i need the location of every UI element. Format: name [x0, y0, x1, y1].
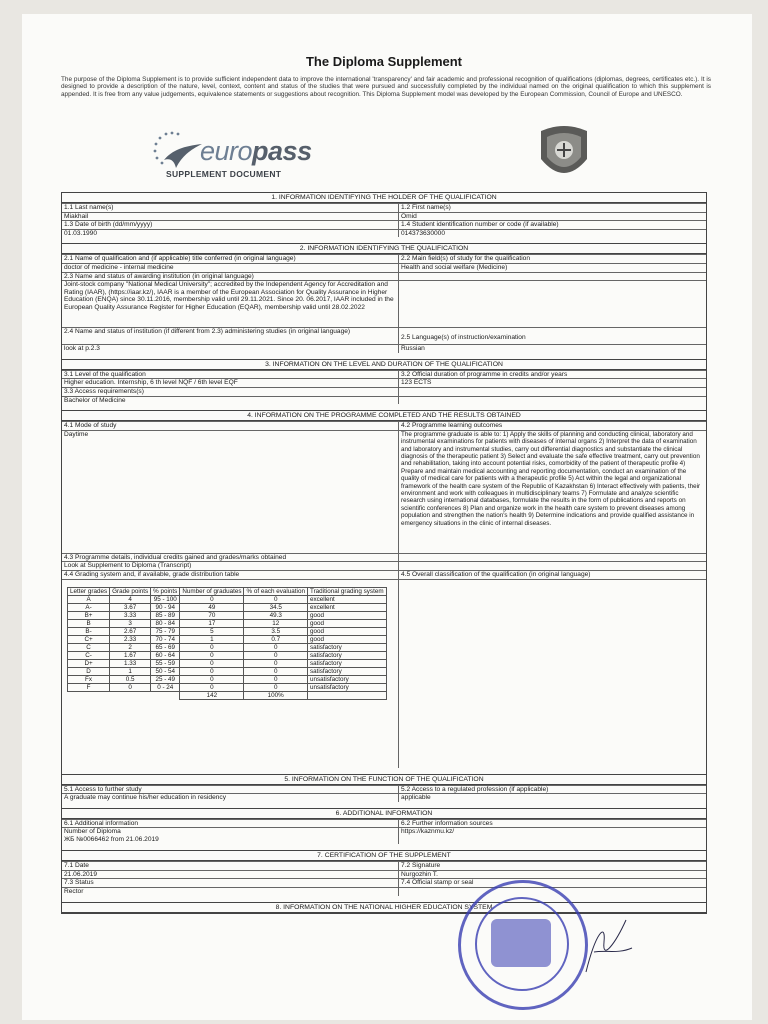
table-row [68, 675, 387, 683]
table-row [68, 603, 387, 611]
grade-table-total-cell: 142 [180, 691, 244, 699]
table-row [68, 595, 387, 603]
grade-table-cell: 0 [110, 683, 151, 691]
table-totals-row [68, 691, 387, 699]
grade-table-cell: 3.5 [244, 627, 307, 635]
grade-table-cell: B+ [68, 611, 110, 619]
section-7-heading: 7. CERTIFICATION OF THE SUPPLEMENT [62, 850, 706, 861]
grade-table-cell: satisfactory [307, 643, 386, 651]
mode-of-study-value: Daytime [62, 431, 399, 553]
grade-table-cell: 3 [110, 619, 151, 627]
supplement-document-label: SUPPLEMENT DOCUMENT [166, 169, 282, 179]
access-requirements-value: Bachelor of Medicine [62, 397, 399, 405]
further-study-label: 5.1 Access to further study [62, 786, 399, 794]
table-row [68, 635, 387, 643]
grade-table-cell: unsatisfactory [307, 675, 386, 683]
grade-table-cell: 0 [244, 683, 307, 691]
grade-table-cell: 0 [244, 595, 307, 603]
first-name-value: Omid [401, 212, 417, 220]
grade-table-cell: 95 - 100 [151, 595, 180, 603]
duration-value: 123 ECTS [401, 379, 432, 387]
grade-table-cell: A- [68, 603, 110, 611]
grade-table-total-cell [151, 691, 180, 699]
grade-table-cell: excellent [307, 595, 386, 603]
last-name-value: Miakhail [62, 213, 399, 221]
grade-table-cell: 25 - 49 [151, 675, 180, 683]
programme-details-value: Look at Supplement to Diploma (Transcript) [62, 562, 399, 570]
grade-table-header: Grade points [110, 587, 151, 595]
grade-table-cell: 0 - 24 [151, 683, 180, 691]
grade-table-cell: 5 [180, 627, 244, 635]
diploma-number-value: ЖБ №0066462 from 21.06.2019 [64, 835, 159, 843]
signature-value: Nurgozhin T. [401, 870, 438, 878]
grade-table-cell: 65 - 69 [151, 643, 180, 651]
grade-table-cell: 3.67 [110, 603, 151, 611]
learning-outcomes-value: The programme graduate is able to: 1) Apply the skills of planning and conducting clinical, laboratory and instrumental examinations for patients with diseases of internal organs 2) Interpret the data of examination and laboratory and instrumental studies, carry out differential diagnostics and substantiate the clinical diagnosis of the therapeutic patient 3) Select and evaluate the safe effective treatment, carry out prevention and rehabilitation, taking into account potential risks, comorbidity of the patient of therapeutic profile 4) Prepare and maintain medical accounting and reporting documentation, conduct an examination of the quality of medical care for patients with a therapeutic profile 5) Act within the legal and organizational framework of the health care system of the Republic of Kazakhstan 6) Interact effectively with patients, their environment and work with colleagues in multidisciplinary teams 7) Formulate and analyze scientific research using international databases, formulate the results in the form of publications and reports on scientific conferences 8) Plan and organize work in the health care system to prevent diseases among population and strengthen the nation's health 9) Determine indications and provide qualified assistance in emergency situations in the clinic of internal diseases. [401, 430, 701, 527]
grade-table-cell: F [68, 683, 110, 691]
language-value: Russian [401, 345, 425, 353]
signature-label: 7.2 Signature [401, 862, 441, 870]
grade-table-header: % points [151, 587, 180, 595]
grade-table-cell: 0 [180, 667, 244, 675]
grade-table-cell: good [307, 619, 386, 627]
table-row [68, 651, 387, 659]
cert-date-value: 21.06.2019 [62, 871, 399, 879]
administering-institution-value: look at p.2.3 [62, 345, 399, 353]
grade-table-cell: 0 [244, 651, 307, 659]
qualification-value: doctor of medicine - internal medicine [62, 264, 399, 272]
dob-value: 01.03.1990 [62, 230, 399, 238]
regulated-profession-value: applicable [401, 794, 431, 802]
table-row [68, 627, 387, 635]
first-name-label: 1.2 First name(s) [401, 204, 451, 211]
language-label: 2.5 Language(s) of instruction/examination [401, 334, 526, 342]
grade-table-cell: B- [68, 627, 110, 635]
grade-table-cell: 0 [244, 659, 307, 667]
field-of-study-value: Health and social welfare (Medicine) [401, 263, 508, 271]
duration-label: 3.2 Official duration of programme in credits and/or years [401, 370, 568, 378]
grade-table-cell: 49 [180, 603, 244, 611]
grade-table-cell: C- [68, 651, 110, 659]
grade-table-cell: good [307, 627, 386, 635]
level-value: Higher education. Internship, 6 th level NQF / 6th level EQF [62, 379, 399, 387]
access-requirements-label: 3.3 Access requirements(s) [62, 388, 399, 396]
dob-label: 1.3 Date of birth (dd/mm/yyyy) [62, 221, 399, 229]
grade-table-cell: 0 [244, 667, 307, 675]
section-1-heading: 1. INFORMATION IDENTIFYING THE HOLDER OF THE QUALIFICATION [62, 193, 706, 203]
info-sources-label: 6.2 Further information sources [401, 819, 493, 827]
status-label: 7.3 Status [62, 879, 399, 887]
grade-table-cell: 12 [244, 619, 307, 627]
grade-table-cell: 2.67 [110, 627, 151, 635]
official-seal-icon [458, 880, 588, 1010]
diploma-number-label: Number of Diploma [64, 828, 121, 836]
grade-table-cell: 49.3 [244, 611, 307, 619]
grade-table-cell: 1 [110, 667, 151, 675]
europass-wordmark: europass [200, 136, 312, 166]
grade-table-total-cell [110, 691, 151, 699]
grade-table-cell: 1.33 [110, 659, 151, 667]
grade-table-cell: D [68, 667, 110, 675]
table-row [68, 683, 387, 691]
grade-table-cell: 2.33 [110, 635, 151, 643]
grade-table-cell: 70 - 74 [151, 635, 180, 643]
table-row [68, 667, 387, 675]
intro-paragraph: The purpose of the Diploma Supplement is to provide sufficient independent data to improve the international 'transparency' and fair academic and professional recognition of qualifications (diplomas, degrees, certificates etc.). It is designed to provide a description of the nature, level, context, content and status of the studies that were pursued and successfully completed by the individual named on the original qualification to which this supplement is appended. It is free from any value judgements, equivalence statements or suggestions about recognition. This Diploma Supplement model was developed by the European Commission, Council of Europe and UNESCO. [61, 76, 711, 98]
grade-table-cell: 0 [244, 643, 307, 651]
official-stamp-label: 7.4 Official stamp or seal [401, 879, 474, 887]
grade-table-total-cell [307, 691, 386, 699]
grade-table-cell: 1 [180, 635, 244, 643]
grade-table-cell: 55 - 59 [151, 659, 180, 667]
grade-table-cell: 70 [180, 611, 244, 619]
grade-table-cell: satisfactory [307, 659, 386, 667]
grade-table-cell: 50 - 54 [151, 667, 180, 675]
section-2-heading: 2. INFORMATION IDENTIFYING THE QUALIFICATION [62, 243, 706, 254]
student-id-label: 1.4 Student identification number or code (if available) [401, 221, 559, 229]
grading-system-label: 4.4 Grading system and, if available, grade distribution table [62, 571, 399, 579]
additional-info-label: 6.1 Additional information [62, 820, 399, 828]
grade-table-cell: good [307, 635, 386, 643]
grade-table-cell: 0 [180, 683, 244, 691]
student-id-value: 014373630000 [401, 229, 446, 237]
grade-table-cell: Fx [68, 675, 110, 683]
table-row [68, 619, 387, 627]
supplement-form [61, 192, 707, 914]
grade-table-cell: 2 [110, 643, 151, 651]
grade-table-cell: good [307, 611, 386, 619]
section-5-heading: 5. INFORMATION ON THE FUNCTION OF THE QUALIFICATION [62, 774, 706, 785]
institution-value: Joint-stock company "National Medical University"; accredited by the Independent Agency for Accreditation and Rating (IAAR), (https://iaar.kz/), IAAR is a member of the European Association for Quality Assurance in Higher Education (ENQA) since 30.11.2016, membership valid until 29.11.2021. Since 20. 06.2017, IAAR included in the European Quality Assurance Register for Higher Education (EQAR), membership valid until 28.02.2022 [62, 281, 399, 327]
grade-table-cell: 0 [180, 675, 244, 683]
table-row [68, 643, 387, 651]
grade-table-cell: D+ [68, 659, 110, 667]
table-row [68, 659, 387, 667]
administering-institution-label: 2.4 Name and status of institution (if different from 2.3) administering studies (in original language) [62, 328, 399, 344]
regulated-profession-label: 5.2 Access to a regulated profession (if applicable) [401, 785, 549, 793]
grade-table-cell: 17 [180, 619, 244, 627]
grade-table-cell: 0 [244, 675, 307, 683]
grade-table-cell: 80 - 84 [151, 619, 180, 627]
grade-table-cell: 1.67 [110, 651, 151, 659]
qualification-label: 2.1 Name of qualification and (if applicable) title conferred (in original language) [62, 255, 399, 263]
grade-table-cell: C+ [68, 635, 110, 643]
grade-table-header: Number of graduates [180, 587, 244, 595]
grade-table-cell: 3.33 [110, 611, 151, 619]
document-title: The Diploma Supplement [305, 54, 462, 69]
institution-label: 2.3 Name and status of awarding institution (in original language) [62, 273, 399, 281]
grade-table-cell: 90 - 94 [151, 603, 180, 611]
overall-classification-label: 4.5 Overall classification of the qualification (in original language) [401, 570, 591, 578]
grade-table-total-cell: 100% [244, 691, 307, 699]
grade-table-cell: 85 - 89 [151, 611, 180, 619]
learning-outcomes-label: 4.2 Programme learning outcomes [401, 422, 503, 430]
grade-table-cell: B [68, 619, 110, 627]
grade-distribution-table [67, 587, 387, 700]
grade-table-cell: unsatisfactory [307, 683, 386, 691]
grade-table-total-cell [68, 691, 110, 699]
grade-table-cell: 60 - 64 [151, 651, 180, 659]
cert-date-label: 7.1 Date [62, 862, 399, 870]
further-study-value: A graduate may continue his/her education in residency [62, 794, 399, 802]
grade-table-cell: A [68, 595, 110, 603]
grade-table-header: Traditional grading system [307, 587, 386, 595]
grade-table-cell: satisfactory [307, 667, 386, 675]
grade-table-header: Letter grades [68, 587, 110, 595]
info-sources-value: https://kaznmu.kz/ [401, 828, 455, 836]
grade-table-cell: 0 [180, 643, 244, 651]
grade-table-cell: 4 [110, 595, 151, 603]
university-crest-icon [537, 123, 591, 185]
grade-table-cell: 0.7 [244, 635, 307, 643]
grade-table-cell: 34.5 [244, 603, 307, 611]
grade-table-header: % of each evaluation [244, 587, 307, 595]
field-of-study-label: 2.2 Main field(s) of study for the qualification [401, 255, 531, 263]
section-3-heading: 3. INFORMATION ON THE LEVEL AND DURATION OF THE QUALIFICATION [62, 359, 706, 370]
grade-table-cell: satisfactory [307, 651, 386, 659]
europass-logo [150, 128, 350, 180]
grade-table-cell: 0 [180, 595, 244, 603]
last-name-label: 1.1 Last name(s) [62, 204, 399, 212]
level-label: 3.1 Level of the qualification [62, 371, 399, 379]
handwritten-signature-icon [576, 912, 636, 982]
grade-table-cell: 0 [180, 651, 244, 659]
programme-details-label: 4.3 Programme details, individual credits gained and grades/marks obtained [62, 554, 399, 562]
section-8-heading: 8. INFORMATION ON THE NATIONAL HIGHER EDUCATION SYSTEM [62, 902, 706, 913]
grade-table-cell: C [68, 643, 110, 651]
grade-table-cell: excellent [307, 603, 386, 611]
mode-of-study-label: 4.1 Mode of study [62, 422, 399, 430]
grade-table-cell: 0 [180, 659, 244, 667]
section-6-heading: 6. ADDITIONAL INFORMATION [62, 808, 706, 819]
table-row [68, 611, 387, 619]
status-value: Rector [62, 888, 399, 896]
grade-table-cell: 75 - 79 [151, 627, 180, 635]
grade-table-cell: 0.5 [110, 675, 151, 683]
section-4-heading: 4. INFORMATION ON THE PROGRAMME COMPLETED AND THE RESULTS OBTAINED [62, 410, 706, 421]
